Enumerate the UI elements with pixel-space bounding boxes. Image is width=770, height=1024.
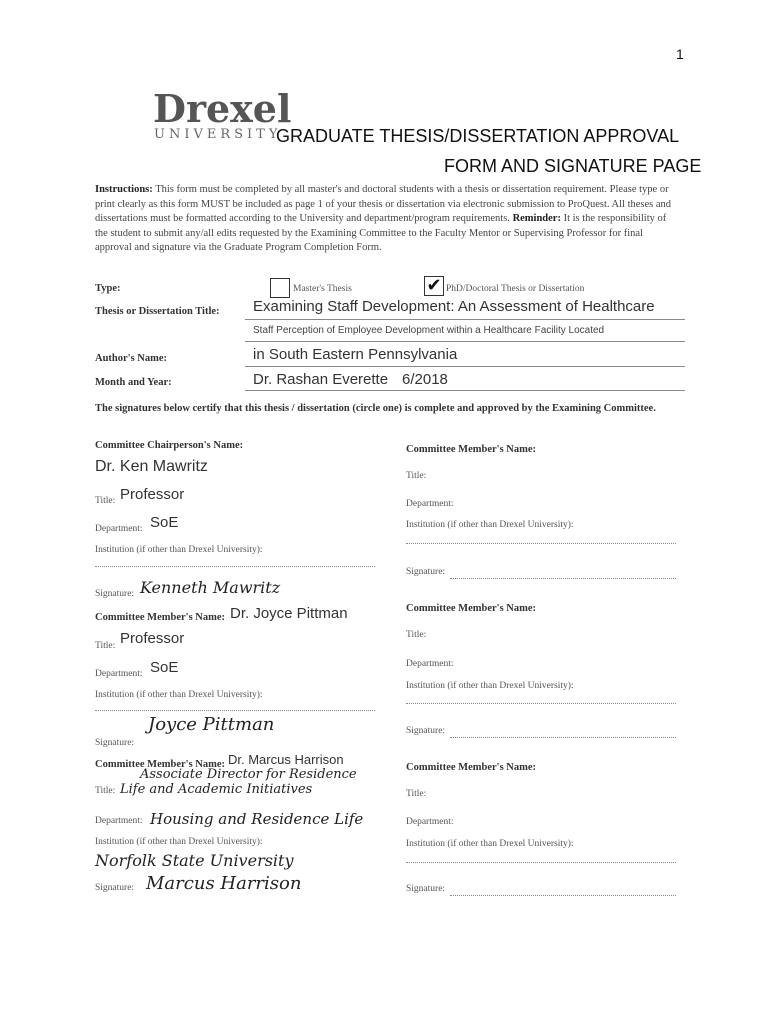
member1-title-value: Professor xyxy=(120,630,185,647)
member1-name-value: Dr. Joyce Pittman xyxy=(230,605,348,622)
reminder-label: Reminder: xyxy=(512,213,561,224)
form-title-line2: FORM AND SIGNATURE PAGE xyxy=(444,156,702,176)
right-member3-dept-label: Department: xyxy=(406,817,454,827)
right-member2-institution-label: Institution (if other than Drexel University): xyxy=(406,681,574,691)
instructions-label: Instructions: xyxy=(95,184,153,195)
type-label: Type: xyxy=(95,283,121,294)
right-member1-institution-line xyxy=(406,543,676,544)
phd-dissertation-label: PhD/Doctoral Thesis or Dissertation xyxy=(446,284,585,294)
instructions-block xyxy=(95,183,675,256)
right-member1-dept-label: Department: xyxy=(406,499,454,509)
member1-signature-label: Signature: xyxy=(95,738,135,748)
thesis-title-line1: Examining Staff Development: An Assessment of Healthcare xyxy=(253,298,655,315)
right-member1-institution-label: Institution (if other than Drexel University): xyxy=(406,520,574,530)
right-member2-signature-line xyxy=(450,737,676,738)
right-member1-title-label: Title: xyxy=(406,471,427,481)
masters-thesis-label: Master's Thesis xyxy=(293,284,352,294)
page-number: 1 xyxy=(676,46,684,62)
author-name-label: Author's Name: xyxy=(95,353,168,364)
chair-title-value: Professor xyxy=(120,486,185,503)
thesis-title-underline xyxy=(245,319,685,320)
member1-institution-label: Institution (if other than Drexel University): xyxy=(95,690,263,700)
right-member2-signature-label: Signature: xyxy=(406,726,446,736)
right-member3-institution-line xyxy=(406,862,676,863)
chair-institution-label: Institution (if other than Drexel University): xyxy=(95,545,263,555)
right-member1-signature-line xyxy=(450,578,676,579)
member2-signature: Marcus Harrison xyxy=(146,873,302,894)
chair-title-label: Title: xyxy=(95,496,116,506)
chair-dept-label: Department: xyxy=(95,524,143,534)
member1-name-label: Committee Member's Name: xyxy=(95,612,226,623)
certification-statement: The signatures below certify that this thesis / dissertation (circle one) is complete and approved by the Examining Committee. xyxy=(95,403,656,414)
member1-institution-line xyxy=(95,710,375,711)
member1-dept-label: Department: xyxy=(95,669,143,679)
member1-title-label: Title: xyxy=(95,641,116,651)
author-name-value: Dr. Rashan Everette xyxy=(253,371,389,388)
right-member1-name-label: Committee Member's Name: xyxy=(406,444,537,455)
member2-name-value: Dr. Marcus Harrison xyxy=(228,752,344,767)
month-year-underline xyxy=(245,390,685,391)
right-member2-institution-line xyxy=(406,703,676,704)
member2-signature-label: Signature: xyxy=(95,883,135,893)
chair-signature: Kenneth Mawritz xyxy=(140,578,281,597)
chair-name-label: Committee Chairperson's Name: xyxy=(95,440,244,451)
month-year-value: 6/2018 xyxy=(402,371,448,388)
thesis-title-label: Thesis or Dissertation Title: xyxy=(95,306,220,317)
masters-thesis-checkbox[interactable] xyxy=(270,278,290,298)
chair-institution-line xyxy=(95,566,375,567)
member1-signature: Joyce Pittman xyxy=(148,714,275,735)
thesis-title-line2: Staff Perception of Employee Development within a Healthcare Facility Located xyxy=(253,325,605,336)
chair-dept-value: SoE xyxy=(150,514,179,531)
member2-name-label: Committee Member's Name: xyxy=(95,759,226,770)
right-member1-signature-label: Signature: xyxy=(406,567,446,577)
right-member3-title-label: Title: xyxy=(406,789,427,799)
right-member3-name-label: Committee Member's Name: xyxy=(406,762,537,773)
member2-dept-label: Department: xyxy=(95,816,143,826)
phd-dissertation-checkbox[interactable]: ✔ xyxy=(424,276,444,296)
right-member2-dept-label: Department: xyxy=(406,659,454,669)
thesis-title-underline-2 xyxy=(245,341,685,342)
member2-title-value-line2: Life and Academic Initiatives xyxy=(120,782,313,797)
member1-dept-value: SoE xyxy=(150,659,179,676)
thesis-title-line3: in South Eastern Pennsylvania xyxy=(253,346,458,363)
right-member3-institution-label: Institution (if other than Drexel University): xyxy=(406,839,574,849)
author-underline xyxy=(245,366,685,367)
right-member2-name-label: Committee Member's Name: xyxy=(406,603,537,614)
chair-signature-label: Signature: xyxy=(95,589,135,599)
right-member3-signature-label: Signature: xyxy=(406,884,446,894)
member2-institution-label: Institution (if other than Drexel University): xyxy=(95,837,263,847)
reminder-text: It is the responsibility of the student to submit any/all edits requested by the Examining Committee to the Faculty Mentor or Supervising Professor for final approval and signature via the Graduate Program Completion Form. xyxy=(95,213,667,253)
member2-title-label: Title: xyxy=(95,786,116,796)
member2-dept-value: Housing and Residence Life xyxy=(150,810,364,828)
form-title-line1: GRADUATE THESIS/DISSERTATION APPROVAL xyxy=(276,126,680,146)
drexel-logo-subtitle: UNIVERSITY xyxy=(154,127,282,142)
right-member3-signature-line xyxy=(450,895,676,896)
chair-name-value: Dr. Ken Mawritz xyxy=(95,458,208,475)
drexel-logo: Drexel xyxy=(153,86,292,131)
member2-title-value-line1: Associate Director for Residence xyxy=(140,767,357,782)
instructions-text: This form must be completed by all master's and doctoral students with a thesis or dissertation requirement. Please type or print clearly as this form MUST be included as page 1 of your thesis or dissertation via electronic submission to ProQuest. All theses and dissertations must be formatted according to the University and department/program requirements. xyxy=(95,184,672,224)
member2-institution-value: Norfolk State University xyxy=(95,851,294,870)
month-year-label: Month and Year: xyxy=(95,377,172,388)
right-member2-title-label: Title: xyxy=(406,630,427,640)
